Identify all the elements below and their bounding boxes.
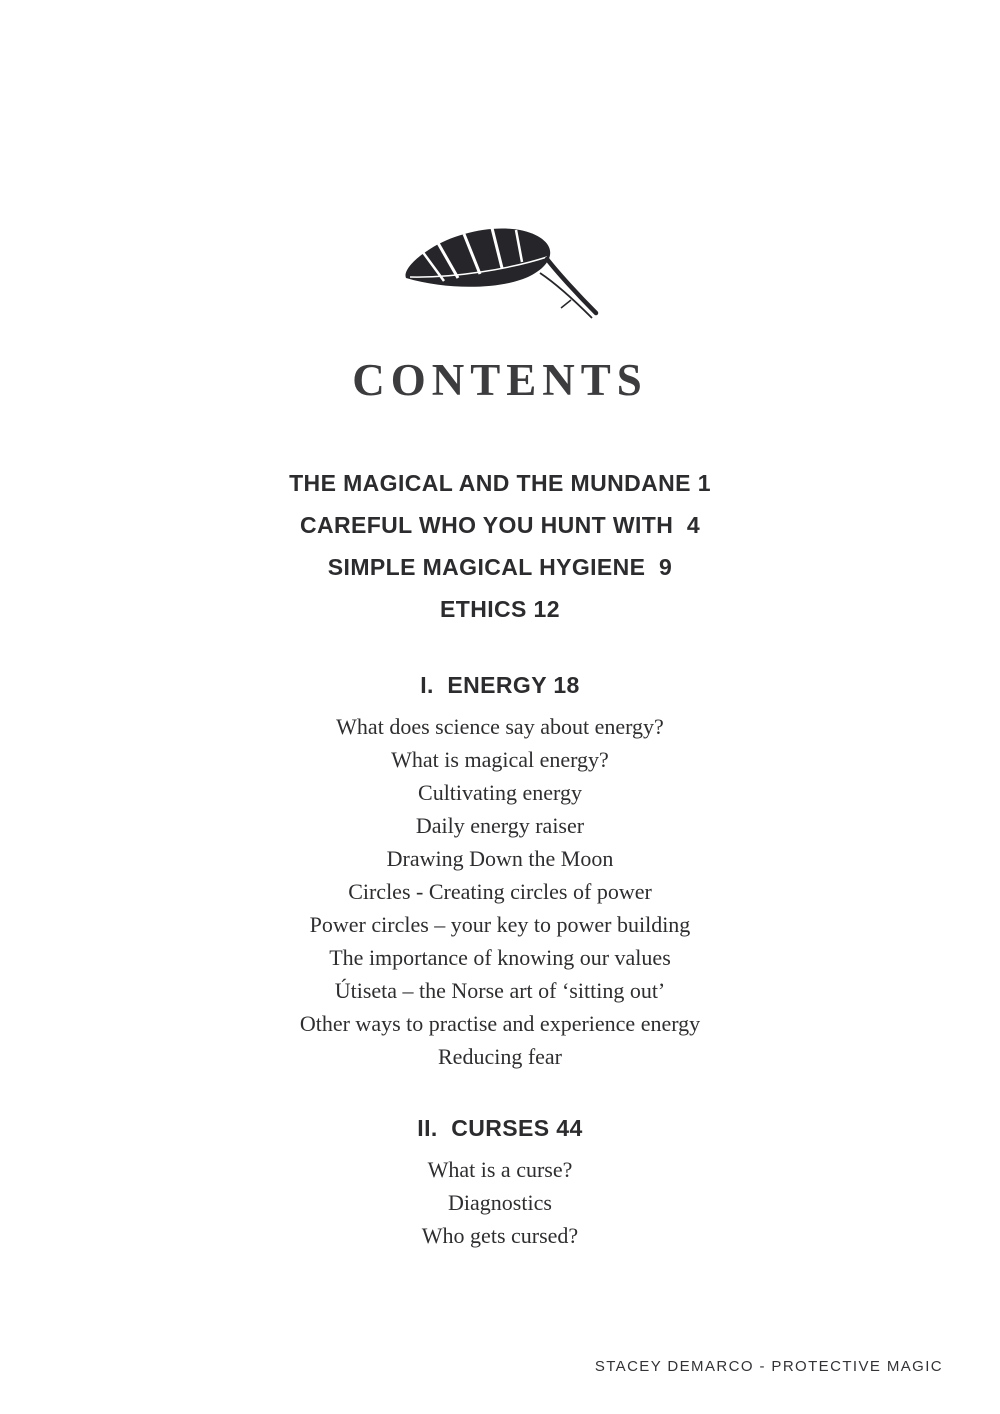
toc-item: The importance of knowing our values	[329, 945, 671, 970]
toc-item: Other ways to practise and experience energy	[299, 1011, 701, 1036]
toc-item: Circles - Creating circles of power	[348, 879, 652, 904]
feather-quill-icon	[400, 0, 600, 326]
chapter-list	[0, 462, 1000, 630]
section-curses	[0, 1107, 1000, 1252]
toc-item: Útiseta – the Norse art of ‘sitting out’	[334, 978, 666, 1003]
toc-item: Who gets cursed?	[421, 1223, 579, 1248]
toc-section-heading: II. CURSES 44	[417, 1115, 583, 1141]
toc-chapter-entry: ETHICS 12	[440, 596, 560, 622]
page-footer: STACEY DEMARCO - PROTECTIVE MAGIC	[594, 1358, 943, 1375]
toc-item: What is magical energy?	[391, 747, 609, 772]
page-title: CONTENTS	[352, 355, 648, 405]
toc-item: What does science say about energy?	[336, 714, 664, 739]
toc-item: Diagnostics	[448, 1190, 552, 1215]
toc-item: Reducing fear	[438, 1044, 562, 1069]
toc-chapter-entry: SIMPLE MAGICAL HYGIENE 9	[327, 554, 673, 580]
toc-item: Daily energy raiser	[415, 813, 585, 838]
toc-chapter-entry: THE MAGICAL AND THE MUNDANE 1	[289, 470, 711, 496]
toc-chapter-entry: CAREFUL WHO YOU HUNT WITH 4	[299, 512, 701, 538]
toc-item: Cultivating energy	[418, 780, 582, 805]
toc-item: What is a curse?	[427, 1157, 573, 1182]
toc-item: Power circles – your key to power building	[309, 912, 691, 937]
toc-item: Drawing Down the Moon	[386, 846, 614, 871]
toc-section-heading: I. ENERGY 18	[420, 672, 580, 698]
section-energy	[0, 664, 1000, 1073]
